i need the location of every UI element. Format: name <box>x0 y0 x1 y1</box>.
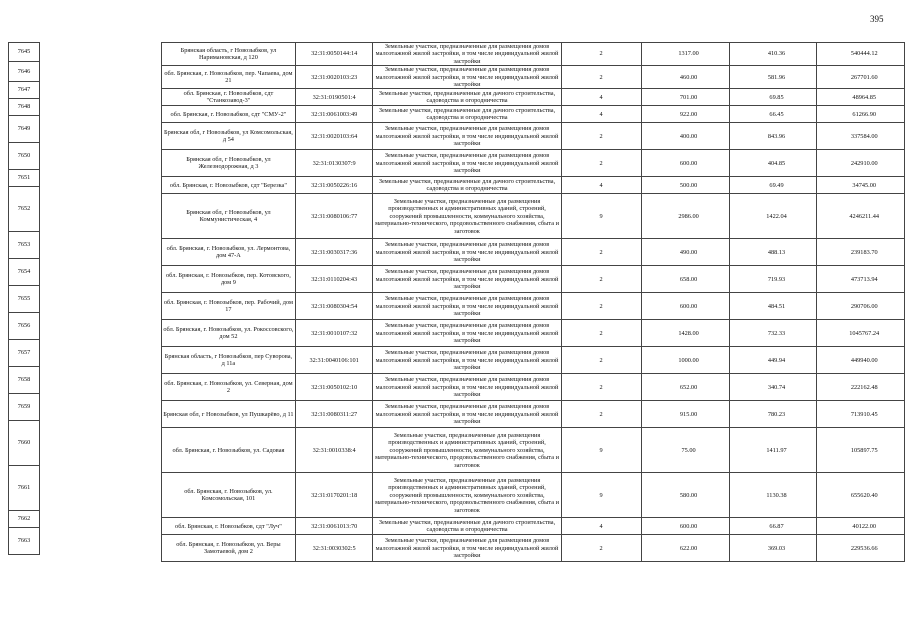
category-cell: 2 <box>561 347 641 374</box>
cadastral-number-cell: 32:31:0130307:9 <box>295 150 373 177</box>
category-cell: 2 <box>561 293 641 320</box>
cadastral-number-cell: 32:31:0080304:54 <box>295 293 373 320</box>
category-cell: 9 <box>561 428 641 473</box>
cadastral-number-cell: 32:31:0061003:49 <box>295 106 373 123</box>
category-cell: 9 <box>561 473 641 518</box>
address-cell: обл. Брянская, г. Новозыбков, сдт "СМУ-2" <box>162 106 296 123</box>
row-number-row <box>9 313 40 340</box>
cadastral-number-cell: 32:31:0050102:10 <box>295 374 373 401</box>
address-cell: обл. Брянская, г. Новозыбков, пер. Рабочий, дом 17 <box>162 293 296 320</box>
address-cell: Брянская обл, г Новозыбков, ул Пушкарёво, д 11 <box>162 401 296 428</box>
row-number-row <box>9 466 40 511</box>
cadastral-number-cell: 32:31:0010338:4 <box>295 428 373 473</box>
land-use-cell: Земельные участки, предназначенные для размещения домов малоэтажной жилой застройки, в том числе индивидуальной жилой застройки <box>373 401 561 428</box>
table-row <box>162 89 905 106</box>
land-use-cell: Земельные участки, предназначенные для размещения домов малоэтажной жилой застройки, в том числе индивидуальной жилой застройки <box>373 150 561 177</box>
table-row <box>162 535 905 562</box>
cadastral-value-cell: 239183.70 <box>817 239 905 266</box>
table-row <box>162 150 905 177</box>
row-number-cell: 7659 <box>9 394 40 421</box>
cadastral-value-cell: 337584.00 <box>817 123 905 150</box>
cadastral-value-cell: 105897.75 <box>817 428 905 473</box>
unit-value-cell: 732.33 <box>729 320 817 347</box>
cadastral-value-cell: 713910.45 <box>817 401 905 428</box>
category-cell: 9 <box>561 194 641 239</box>
unit-value-cell: 66.45 <box>729 106 817 123</box>
table-row <box>162 66 905 89</box>
area-cell: 915.00 <box>641 401 729 428</box>
row-number-cell: 7658 <box>9 367 40 394</box>
area-cell: 1317.00 <box>641 43 729 66</box>
row-number-cell: 7660 <box>9 421 40 466</box>
land-use-cell: Земельные участки, предназначенные для размещения домов малоэтажной жилой застройки, в том числе индивидуальной жилой застройки <box>373 239 561 266</box>
category-cell: 2 <box>561 401 641 428</box>
category-cell: 4 <box>561 177 641 194</box>
row-number-row <box>9 170 40 187</box>
row-number-cell: 7649 <box>9 116 40 143</box>
row-number-column <box>8 42 40 555</box>
row-number-cell: 7662 <box>9 511 40 528</box>
row-number-cell: 7650 <box>9 143 40 170</box>
cadastral-value-cell: 473713.94 <box>817 266 905 293</box>
area-cell: 1428.00 <box>641 320 729 347</box>
area-cell: 500.00 <box>641 177 729 194</box>
unit-value-cell: 1411.97 <box>729 428 817 473</box>
table-row <box>162 347 905 374</box>
cadastral-value-cell: 222162.48 <box>817 374 905 401</box>
table-row <box>162 239 905 266</box>
category-cell: 2 <box>561 43 641 66</box>
unit-value-cell: 66.87 <box>729 518 817 535</box>
row-number-cell: 7651 <box>9 170 40 187</box>
category-cell: 2 <box>561 123 641 150</box>
cadastral-number-cell: 32:31:0030317:36 <box>295 239 373 266</box>
table-row <box>162 293 905 320</box>
row-number-row <box>9 340 40 367</box>
address-cell: обл. Брянская, г. Новозыбков, пер. Чапаева, дом 21 <box>162 66 296 89</box>
address-cell: Брянская обл, г Новозыбков, ул Железнодорожная, д 3 <box>162 150 296 177</box>
cadastral-value-cell: 229536.66 <box>817 535 905 562</box>
cadastral-value-cell: 242910.00 <box>817 150 905 177</box>
row-number-cell: 7652 <box>9 187 40 232</box>
category-cell: 2 <box>561 320 641 347</box>
unit-value-cell: 488.13 <box>729 239 817 266</box>
row-number-cell: 7654 <box>9 259 40 286</box>
cadastral-number-cell: 32:31:0080311:27 <box>295 401 373 428</box>
cadastral-number-cell: 32:31:0020103:64 <box>295 123 373 150</box>
table-row <box>162 43 905 66</box>
cadastral-value-cell: 655620.40 <box>817 473 905 518</box>
cadastral-number-cell: 32:31:0020103:23 <box>295 66 373 89</box>
area-cell: 1000.00 <box>641 347 729 374</box>
address-cell: обл. Брянская, г. Новозыбков, ул. Садовая <box>162 428 296 473</box>
unit-value-cell: 581.96 <box>729 66 817 89</box>
table-row <box>162 518 905 535</box>
table-row <box>162 123 905 150</box>
land-use-cell: Земельные участки, предназначенные для размещения домов малоэтажной жилой застройки, в том числе индивидуальной жилой застройки <box>373 293 561 320</box>
row-number-cell: 7663 <box>9 528 40 555</box>
row-number-row <box>9 99 40 116</box>
land-use-cell: Земельные участки, предназначенные для дачного строительства, садоводства и огородничества <box>373 106 561 123</box>
land-use-cell: Земельные участки, предназначенные для размещения домов малоэтажной жилой застройки, в том числе индивидуальной жилой застройки <box>373 266 561 293</box>
land-use-cell: Земельные участки, предназначенные для размещения домов малоэтажной жилой застройки, в том числе индивидуальной жилой застройки <box>373 374 561 401</box>
unit-value-cell: 449.94 <box>729 347 817 374</box>
unit-value-cell: 69.49 <box>729 177 817 194</box>
area-cell: 490.00 <box>641 239 729 266</box>
row-number-cell: 7647 <box>9 82 40 99</box>
row-number-row <box>9 43 40 62</box>
cadastral-number-cell: 32:31:0170201:18 <box>295 473 373 518</box>
row-number-cell: 7648 <box>9 99 40 116</box>
unit-value-cell: 1130.38 <box>729 473 817 518</box>
land-plots-table <box>161 42 905 562</box>
land-use-cell: Земельные участки, предназначенные для размещения производственных и административных зданий, строений, сооружений промышленности, коммунального хозяйства, материально-технического, продовольственного снабжения, сбыта и заготовок <box>373 428 561 473</box>
cadastral-value-cell: 1045767.24 <box>817 320 905 347</box>
row-number-cell: 7656 <box>9 313 40 340</box>
unit-value-cell: 1422.04 <box>729 194 817 239</box>
unit-value-cell: 404.85 <box>729 150 817 177</box>
row-number-row <box>9 143 40 170</box>
area-cell: 400.00 <box>641 123 729 150</box>
land-use-cell: Земельные участки, предназначенные для дачного строительства, садоводства и огородничества <box>373 177 561 194</box>
unit-value-cell: 780.23 <box>729 401 817 428</box>
cadastral-number-cell: 32:31:0030302:5 <box>295 535 373 562</box>
table-row <box>162 428 905 473</box>
address-cell: обл. Брянская, г. Новозыбков, пер. Котовского, дом 9 <box>162 266 296 293</box>
area-cell: 600.00 <box>641 518 729 535</box>
area-cell: 658.00 <box>641 266 729 293</box>
unit-value-cell: 340.74 <box>729 374 817 401</box>
land-use-cell: Земельные участки, предназначенные для размещения домов малоэтажной жилой застройки, в том числе индивидуальной жилой застройки <box>373 123 561 150</box>
unit-value-cell: 69.85 <box>729 89 817 106</box>
area-cell: 2986.00 <box>641 194 729 239</box>
address-cell: обл. Брянская, г. Новозыбков, ул. Северная, дом 2 <box>162 374 296 401</box>
cadastral-number-cell: 32:31:0010107:32 <box>295 320 373 347</box>
area-cell: 460.00 <box>641 66 729 89</box>
table-row <box>162 106 905 123</box>
row-number-row <box>9 421 40 466</box>
area-cell: 75.00 <box>641 428 729 473</box>
page-number: 395 <box>870 14 884 24</box>
category-cell: 4 <box>561 89 641 106</box>
cadastral-value-cell: 449940.00 <box>817 347 905 374</box>
address-cell: Брянская обл, г Новозыбков, ул Комсомольская, д 54 <box>162 123 296 150</box>
row-number-row <box>9 286 40 313</box>
row-number-row <box>9 259 40 286</box>
cadastral-value-cell: 61266.90 <box>817 106 905 123</box>
address-cell: Брянская обл, г Новозыбков, ул Коммунистическая, 4 <box>162 194 296 239</box>
area-cell: 600.00 <box>641 150 729 177</box>
cadastral-value-cell: 290706.00 <box>817 293 905 320</box>
table-row <box>162 194 905 239</box>
address-cell: обл. Брянская, г. Новозыбков, сдт "Березка" <box>162 177 296 194</box>
land-use-cell: Земельные участки, предназначенные для дачного строительства, садоводства и огородничества <box>373 518 561 535</box>
unit-value-cell: 719.93 <box>729 266 817 293</box>
address-cell: Брянская область, г Новозыбков, пер Суворова, д 11а <box>162 347 296 374</box>
table-row <box>162 401 905 428</box>
address-cell: обл. Брянская, г. Новозыбков, ул. Веры Замотаевой, дом 2 <box>162 535 296 562</box>
row-number-row <box>9 187 40 232</box>
cadastral-value-cell: 540444.12 <box>817 43 905 66</box>
cadastral-value-cell: 34745.00 <box>817 177 905 194</box>
row-number-cell: 7645 <box>9 43 40 62</box>
address-cell: Брянская область, г Новозыбков, ул Наримановская, д 120 <box>162 43 296 66</box>
area-cell: 600.00 <box>641 293 729 320</box>
category-cell: 2 <box>561 66 641 89</box>
row-number-cell: 7661 <box>9 466 40 511</box>
category-cell: 2 <box>561 150 641 177</box>
table-row <box>162 266 905 293</box>
cadastral-number-cell: 32:31:0190501:4 <box>295 89 373 106</box>
row-number-row <box>9 116 40 143</box>
land-use-cell: Земельные участки, предназначенные для размещения производственных и административных зданий, строений, сооружений промышленности, коммунального хозяйства, материально-технического, продовольственного снабжения, сбыта и заготовок <box>373 473 561 518</box>
cadastral-number-cell: 32:31:0080106:77 <box>295 194 373 239</box>
row-number-row <box>9 511 40 528</box>
category-cell: 2 <box>561 239 641 266</box>
area-cell: 580.00 <box>641 473 729 518</box>
table-row <box>162 374 905 401</box>
category-cell: 4 <box>561 106 641 123</box>
area-cell: 701.00 <box>641 89 729 106</box>
cadastral-number-cell: 32:31:0040106:101 <box>295 347 373 374</box>
row-number-cell: 7655 <box>9 286 40 313</box>
address-cell: обл. Брянская, г. Новозыбков, сдт "Станкозавод-3" <box>162 89 296 106</box>
land-use-cell: Земельные участки, предназначенные для размещения домов малоэтажной жилой застройки, в том числе индивидуальной жилой застройки <box>373 43 561 66</box>
row-number-row <box>9 232 40 259</box>
cadastral-value-cell: 48964.85 <box>817 89 905 106</box>
cadastral-number-cell: 32:31:0061013:70 <box>295 518 373 535</box>
row-number-cell: 7653 <box>9 232 40 259</box>
category-cell: 2 <box>561 374 641 401</box>
row-number-cell: 7657 <box>9 340 40 367</box>
category-cell: 4 <box>561 518 641 535</box>
table-row <box>162 473 905 518</box>
row-number-row <box>9 367 40 394</box>
address-cell: обл. Брянская, г. Новозыбков, ул. Лермонтова, дом 47-А <box>162 239 296 266</box>
cadastral-value-cell: 267701.60 <box>817 66 905 89</box>
area-cell: 652.00 <box>641 374 729 401</box>
unit-value-cell: 484.51 <box>729 293 817 320</box>
row-number-row <box>9 394 40 421</box>
cadastral-number-cell: 32:31:0110204:43 <box>295 266 373 293</box>
land-use-cell: Земельные участки, предназначенные для размещения домов малоэтажной жилой застройки, в том числе индивидуальной жилой застройки <box>373 66 561 89</box>
area-cell: 922.00 <box>641 106 729 123</box>
address-cell: обл. Брянская, г. Новозыбков, ул. Рокоссовского, дом 52 <box>162 320 296 347</box>
table-row <box>162 320 905 347</box>
cadastral-number-cell: 32:31:0050226:16 <box>295 177 373 194</box>
address-cell: обл. Брянская, г. Новозыбков, ул. Комсомольская, 101 <box>162 473 296 518</box>
unit-value-cell: 369.03 <box>729 535 817 562</box>
cadastral-value-cell: 4246211.44 <box>817 194 905 239</box>
row-number-row <box>9 62 40 82</box>
land-use-cell: Земельные участки, предназначенные для размещения домов малоэтажной жилой застройки, в том числе индивидуальной жилой застройки <box>373 347 561 374</box>
unit-value-cell: 410.36 <box>729 43 817 66</box>
unit-value-cell: 843.96 <box>729 123 817 150</box>
category-cell: 2 <box>561 535 641 562</box>
cadastral-value-cell: 40122.00 <box>817 518 905 535</box>
area-cell: 622.00 <box>641 535 729 562</box>
category-cell: 2 <box>561 266 641 293</box>
address-cell: обл. Брянская, г. Новозыбков, сдт "Луч" <box>162 518 296 535</box>
land-use-cell: Земельные участки, предназначенные для размещения домов малоэтажной жилой застройки, в том числе индивидуальной жилой застройки <box>373 320 561 347</box>
land-use-cell: Земельные участки, предназначенные для размещения домов малоэтажной жилой застройки, в том числе индивидуальной жилой застройки <box>373 535 561 562</box>
row-number-row <box>9 82 40 99</box>
land-use-cell: Земельные участки, предназначенные для размещения производственных и административных зданий, строений, сооружений промышленности, коммунального хозяйства, материально-технического, продовольственного снабжения, сбыта и заготовок <box>373 194 561 239</box>
land-use-cell: Земельные участки, предназначенные для дачного строительства, садоводства и огородничества <box>373 89 561 106</box>
row-number-cell: 7646 <box>9 62 40 82</box>
cadastral-number-cell: 32:31:0050144:14 <box>295 43 373 66</box>
table-row <box>162 177 905 194</box>
row-number-row <box>9 528 40 555</box>
